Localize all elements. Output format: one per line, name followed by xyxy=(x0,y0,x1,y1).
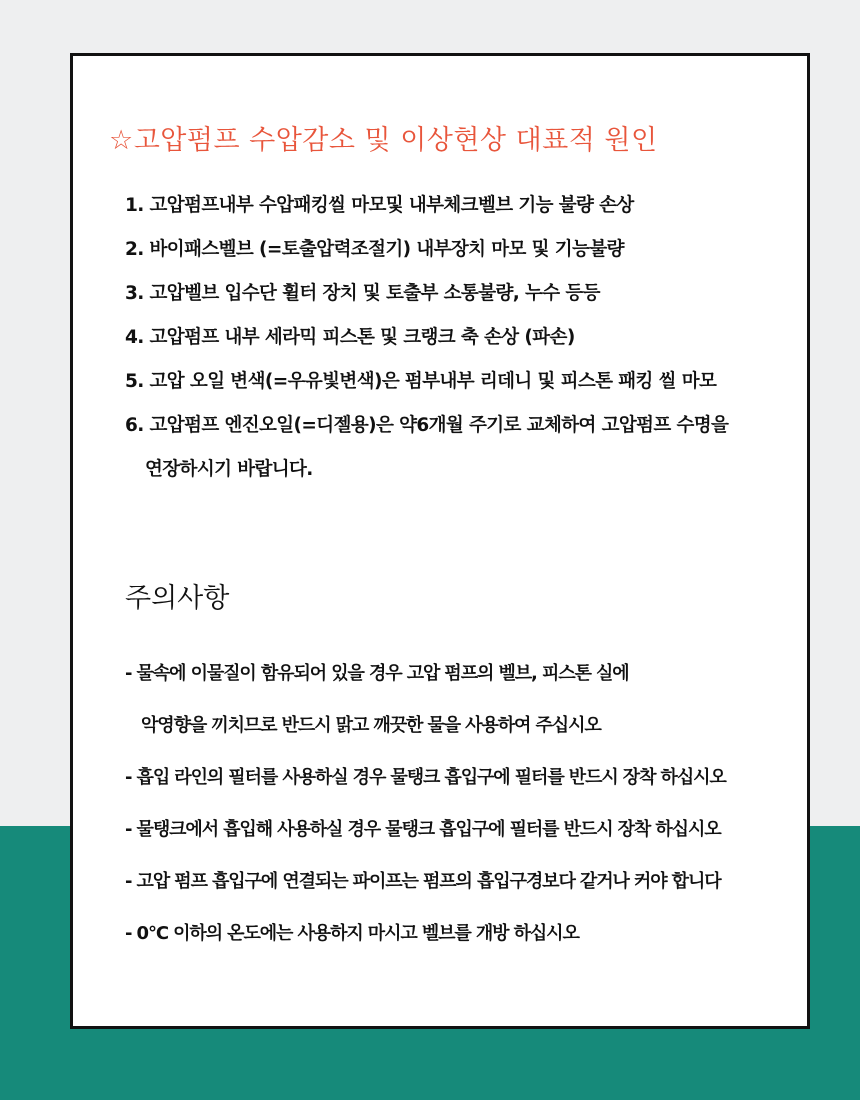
caution-item: - 물속에 이물질이 함유되어 있을 경우 고압 펌프의 벨브, 피스톤 실에 xyxy=(125,663,629,684)
causes-heading: ☆고압펌프 수압감소 및 이상현상 대표적 원인 xyxy=(109,125,658,156)
cause-item: 4. 고압펌프 내부 세라믹 피스톤 및 크랭크 축 손상 (파손) xyxy=(125,327,575,348)
cause-item: 1. 고압펌프내부 수압패킹씰 마모및 내부체크벨브 기능 불량 손상 xyxy=(125,195,634,216)
caution-item-continuation: 악영향을 끼치므로 반드시 맑고 깨끗한 물을 사용하여 주십시오 xyxy=(141,715,601,736)
cautions-list xyxy=(125,648,801,960)
cause-item: 6. 고압펌프 엔진오일(=디젤용)은 약6개월 주기로 교체하여 고압펌프 수명을 xyxy=(125,415,729,436)
caution-item: - 물탱크에서 흡입해 사용하실 경우 물탱크 흡입구에 필터를 반드시 장착 하십시오 xyxy=(125,819,721,840)
causes-list xyxy=(125,184,785,492)
caution-item: - 0°C 이하의 온도에는 사용하지 마시고 벨브를 개방 하십시오 xyxy=(125,923,579,944)
cause-item: 3. 고압벨브 입수단 휠터 장치 및 토출부 소통불량, 누수 등등 xyxy=(125,283,600,304)
caution-item: - 고압 펌프 흡입구에 연결되는 파이프는 펌프의 흡입구경보다 같거나 커야 합니다 xyxy=(125,871,721,892)
cause-item: 2. 바이패스벨브 (=토출압력조절기) 내부장치 마모 및 기능불량 xyxy=(125,239,624,260)
caution-item: - 흡입 라인의 필터를 사용하실 경우 물탱크 흡입구에 필터를 반드시 장착 하십시오 xyxy=(125,767,726,788)
cause-item-continuation: 연장하시기 바랍니다. xyxy=(145,459,313,480)
cause-item: 5. 고압 오일 변색(=우유빛변색)은 펌부내부 리데니 및 피스톤 패킹 씰 마모 xyxy=(125,371,717,392)
info-card xyxy=(70,53,810,1029)
cautions-title: 주의사항 xyxy=(125,583,230,614)
